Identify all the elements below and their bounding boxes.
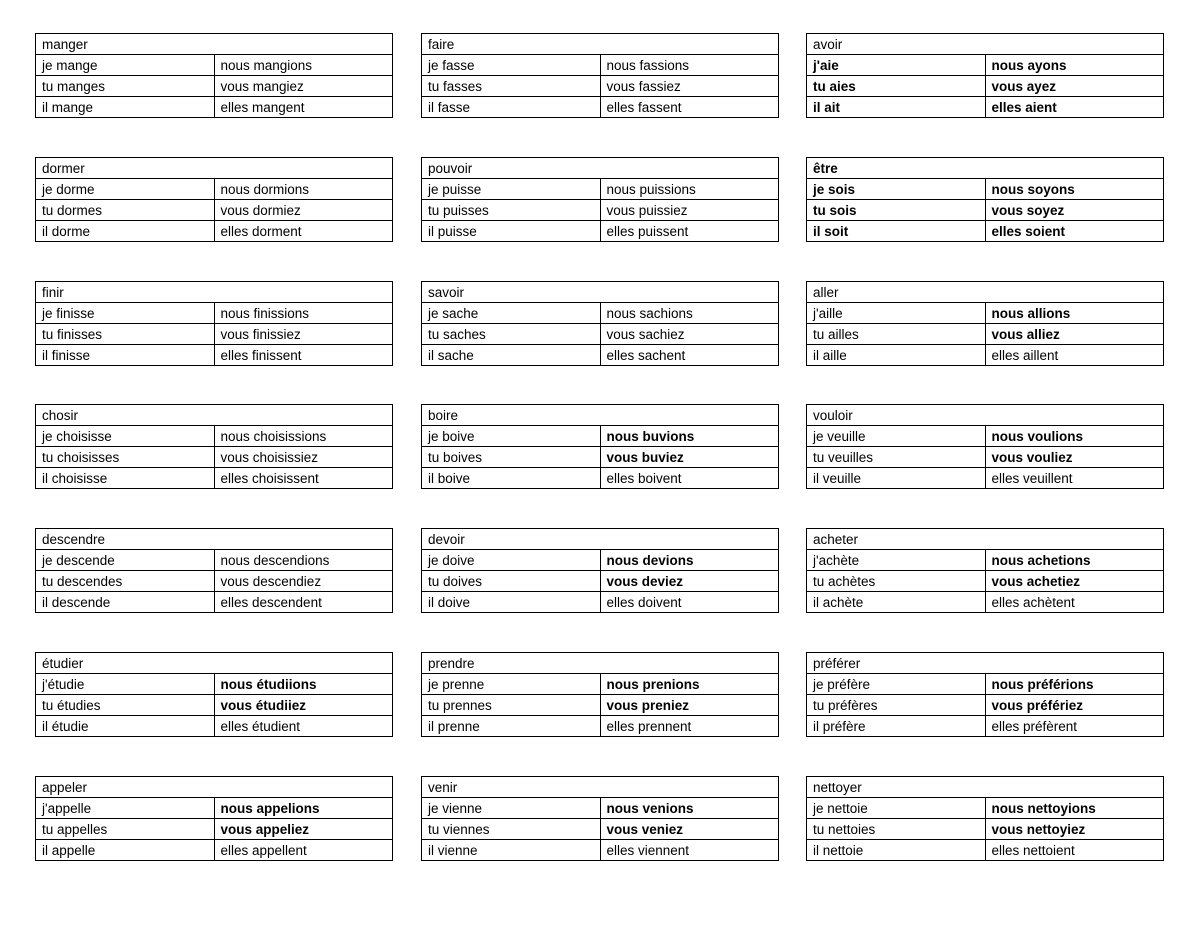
singular-form: je prenne (422, 674, 601, 695)
verb-table (421, 281, 779, 366)
plural-form: vous étudiiez (214, 695, 393, 716)
plural-form: nous allions (985, 303, 1164, 324)
verb-infinitive: boire (422, 405, 779, 426)
singular-form: je choisisse (36, 426, 215, 447)
plural-form: elles finissent (214, 345, 393, 366)
conjugation-row (36, 550, 393, 571)
singular-form: il vienne (422, 840, 601, 861)
verb-table (806, 528, 1164, 613)
verb-table (421, 404, 779, 489)
conjugation-row (36, 695, 393, 716)
plural-form: vous achetiez (985, 571, 1164, 592)
singular-form: je finisse (36, 303, 215, 324)
conjugation-row (807, 303, 1164, 324)
verb-header-row (807, 529, 1164, 550)
conjugation-row (36, 345, 393, 366)
singular-form: j'achète (807, 550, 986, 571)
plural-form: vous descendiez (214, 571, 393, 592)
singular-form: il achète (807, 592, 986, 613)
conjugation-row (807, 819, 1164, 840)
conjugation-row (422, 468, 779, 489)
plural-form: elles descendent (214, 592, 393, 613)
singular-form: tu sois (807, 200, 986, 221)
verb-header-row (807, 282, 1164, 303)
plural-form: vous fassiez (600, 76, 779, 97)
conjugation-row (422, 200, 779, 221)
singular-form: il doive (422, 592, 601, 613)
conjugation-row (422, 716, 779, 737)
singular-form: il boive (422, 468, 601, 489)
conjugation-row (36, 571, 393, 592)
singular-form: il descende (36, 592, 215, 613)
plural-form: vous appeliez (214, 819, 393, 840)
plural-form: elles puissent (600, 221, 779, 242)
singular-form: tu appelles (36, 819, 215, 840)
conjugation-row (422, 819, 779, 840)
plural-form: nous voulions (985, 426, 1164, 447)
conjugation-row (422, 447, 779, 468)
conjugation-row (36, 324, 393, 345)
verb-table (35, 281, 393, 366)
singular-form: je doive (422, 550, 601, 571)
plural-form: nous appelions (214, 798, 393, 819)
plural-form: elles sachent (600, 345, 779, 366)
conjugation-row (36, 447, 393, 468)
singular-form: je veuille (807, 426, 986, 447)
conjugation-row (807, 716, 1164, 737)
conjugation-row (807, 840, 1164, 861)
singular-form: il dorme (36, 221, 215, 242)
conjugation-row (36, 97, 393, 118)
plural-form: vous ayez (985, 76, 1164, 97)
singular-form: il étudie (36, 716, 215, 737)
plural-form: elles prennent (600, 716, 779, 737)
conjugation-row (422, 426, 779, 447)
conjugation-row (36, 592, 393, 613)
singular-form: il soit (807, 221, 986, 242)
verb-header-row (36, 158, 393, 179)
plural-form: vous buviez (600, 447, 779, 468)
verb-header-row (36, 529, 393, 550)
verb-table (806, 652, 1164, 737)
singular-form: il prenne (422, 716, 601, 737)
singular-form: tu boives (422, 447, 601, 468)
verb-table (421, 776, 779, 861)
singular-form: tu ailles (807, 324, 986, 345)
verb-header-row (807, 405, 1164, 426)
plural-form: nous nettoyions (985, 798, 1164, 819)
singular-form: il ait (807, 97, 986, 118)
verb-table (35, 528, 393, 613)
conjugation-row (36, 55, 393, 76)
plural-form: nous venions (600, 798, 779, 819)
verb-infinitive: devoir (422, 529, 779, 550)
conjugation-row (422, 345, 779, 366)
plural-form: vous finissiez (214, 324, 393, 345)
plural-form: nous sachions (600, 303, 779, 324)
singular-form: tu doives (422, 571, 601, 592)
verb-infinitive: préférer (807, 653, 1164, 674)
plural-form: elles appellent (214, 840, 393, 861)
singular-form: j'appelle (36, 798, 215, 819)
conjugation-row (807, 179, 1164, 200)
conjugation-row (807, 97, 1164, 118)
singular-form: tu préfères (807, 695, 986, 716)
singular-form: il puisse (422, 221, 601, 242)
plural-form: elles préfèrent (985, 716, 1164, 737)
verb-table (806, 776, 1164, 861)
conjugation-row (422, 592, 779, 613)
verb-header-row (807, 34, 1164, 55)
conjugation-row (807, 447, 1164, 468)
verb-header-row (36, 282, 393, 303)
verb-header-row (422, 653, 779, 674)
singular-form: je nettoie (807, 798, 986, 819)
conjugation-row (807, 798, 1164, 819)
plural-form: elles aillent (985, 345, 1164, 366)
verb-infinitive: pouvoir (422, 158, 779, 179)
verb-table (35, 652, 393, 737)
singular-form: tu finisses (36, 324, 215, 345)
conjugation-row (422, 97, 779, 118)
verb-table (35, 33, 393, 118)
plural-form: vous vouliez (985, 447, 1164, 468)
verb-infinitive: acheter (807, 529, 1164, 550)
conjugation-row (422, 179, 779, 200)
verb-infinitive: dormer (36, 158, 393, 179)
plural-form: elles fassent (600, 97, 779, 118)
verb-header-row (36, 34, 393, 55)
conjugation-row (422, 798, 779, 819)
verb-infinitive: finir (36, 282, 393, 303)
plural-form: nous finissions (214, 303, 393, 324)
verb-header-row (36, 777, 393, 798)
plural-form: nous prenions (600, 674, 779, 695)
singular-form: tu choisisses (36, 447, 215, 468)
singular-form: il nettoie (807, 840, 986, 861)
conjugation-row (36, 674, 393, 695)
conjugation-row (807, 674, 1164, 695)
verb-table (806, 404, 1164, 489)
verb-infinitive: être (807, 158, 1164, 179)
conjugation-row (36, 798, 393, 819)
verb-header-row (422, 282, 779, 303)
conjugation-row (807, 468, 1164, 489)
singular-form: je préfère (807, 674, 986, 695)
verb-infinitive: savoir (422, 282, 779, 303)
plural-form: nous préférions (985, 674, 1164, 695)
verb-table (806, 33, 1164, 118)
plural-form: elles aient (985, 97, 1164, 118)
verb-table (35, 157, 393, 242)
conjugation-row (807, 571, 1164, 592)
conjugation-row (807, 426, 1164, 447)
conjugation-row (36, 819, 393, 840)
singular-form: je dorme (36, 179, 215, 200)
plural-form: nous choisissions (214, 426, 393, 447)
verb-infinitive: appeler (36, 777, 393, 798)
plural-form: nous soyons (985, 179, 1164, 200)
conjugation-row (807, 221, 1164, 242)
verb-header-row (422, 34, 779, 55)
verb-header-row (422, 158, 779, 179)
conjugation-row (36, 303, 393, 324)
singular-form: tu nettoies (807, 819, 986, 840)
singular-form: j'aille (807, 303, 986, 324)
singular-form: tu dormes (36, 200, 215, 221)
verb-table (806, 281, 1164, 366)
conjugation-row (422, 840, 779, 861)
verb-table (421, 652, 779, 737)
conjugation-row (807, 76, 1164, 97)
plural-form: elles dorment (214, 221, 393, 242)
conjugation-row (36, 200, 393, 221)
conjugation-row (422, 695, 779, 716)
plural-form: nous devions (600, 550, 779, 571)
verb-header-row (422, 405, 779, 426)
conjugation-row (36, 716, 393, 737)
singular-form: j'étudie (36, 674, 215, 695)
plural-form: nous puissions (600, 179, 779, 200)
conjugation-row (807, 324, 1164, 345)
verb-header-row (807, 777, 1164, 798)
conjugation-row (422, 324, 779, 345)
plural-form: vous préfériez (985, 695, 1164, 716)
verb-header-row (36, 405, 393, 426)
plural-form: nous dormions (214, 179, 393, 200)
plural-form: vous nettoyiez (985, 819, 1164, 840)
plural-form: nous buvions (600, 426, 779, 447)
singular-form: tu prennes (422, 695, 601, 716)
conjugation-row (422, 55, 779, 76)
singular-form: il finisse (36, 345, 215, 366)
verb-header-row (422, 529, 779, 550)
singular-form: tu aies (807, 76, 986, 97)
singular-form: je sois (807, 179, 986, 200)
verb-infinitive: faire (422, 34, 779, 55)
verb-table (806, 157, 1164, 242)
plural-form: vous preniez (600, 695, 779, 716)
plural-form: nous étudiions (214, 674, 393, 695)
conjugation-row (422, 303, 779, 324)
plural-form: nous achetions (985, 550, 1164, 571)
singular-form: tu manges (36, 76, 215, 97)
plural-form: vous choisissiez (214, 447, 393, 468)
verb-header-row (36, 653, 393, 674)
verb-infinitive: descendre (36, 529, 393, 550)
verb-table (35, 776, 393, 861)
verb-infinitive: étudier (36, 653, 393, 674)
conjugation-row (422, 221, 779, 242)
verb-table (421, 33, 779, 118)
singular-form: j'aie (807, 55, 986, 76)
plural-form: nous descendions (214, 550, 393, 571)
verb-table (35, 404, 393, 489)
plural-form: elles veuillent (985, 468, 1164, 489)
singular-form: il mange (36, 97, 215, 118)
verb-infinitive: chosir (36, 405, 393, 426)
singular-form: il fasse (422, 97, 601, 118)
plural-form: elles soient (985, 221, 1164, 242)
verb-infinitive: aller (807, 282, 1164, 303)
plural-form: elles mangent (214, 97, 393, 118)
singular-form: tu puisses (422, 200, 601, 221)
conjugation-row (807, 55, 1164, 76)
conjugation-row (807, 695, 1164, 716)
singular-form: il préfère (807, 716, 986, 737)
singular-form: tu saches (422, 324, 601, 345)
plural-form: elles doivent (600, 592, 779, 613)
conjugation-row (36, 468, 393, 489)
verb-infinitive: venir (422, 777, 779, 798)
conjugation-row (36, 426, 393, 447)
verb-infinitive: avoir (807, 34, 1164, 55)
singular-form: il aille (807, 345, 986, 366)
singular-form: il veuille (807, 468, 986, 489)
plural-form: elles achètent (985, 592, 1164, 613)
verb-header-row (422, 777, 779, 798)
singular-form: tu viennes (422, 819, 601, 840)
plural-form: vous puissiez (600, 200, 779, 221)
conjugation-row (807, 550, 1164, 571)
verb-table (421, 157, 779, 242)
singular-form: tu fasses (422, 76, 601, 97)
conjugation-row (807, 200, 1164, 221)
plural-form: vous alliez (985, 324, 1164, 345)
singular-form: tu achètes (807, 571, 986, 592)
conjugation-row (36, 179, 393, 200)
plural-form: nous fassions (600, 55, 779, 76)
conjugation-row (422, 76, 779, 97)
conjugation-row (422, 674, 779, 695)
verb-header-row (807, 653, 1164, 674)
conjugation-row (36, 221, 393, 242)
singular-form: tu étudies (36, 695, 215, 716)
plural-form: nous ayons (985, 55, 1164, 76)
verb-infinitive: prendre (422, 653, 779, 674)
conjugation-row (807, 592, 1164, 613)
plural-form: vous deviez (600, 571, 779, 592)
singular-form: il sache (422, 345, 601, 366)
singular-form: je fasse (422, 55, 601, 76)
plural-form: elles choisissent (214, 468, 393, 489)
singular-form: je descende (36, 550, 215, 571)
singular-form: je boive (422, 426, 601, 447)
plural-form: elles étudient (214, 716, 393, 737)
singular-form: tu veuilles (807, 447, 986, 468)
plural-form: vous dormiez (214, 200, 393, 221)
conjugation-row (36, 76, 393, 97)
plural-form: vous sachiez (600, 324, 779, 345)
singular-form: je puisse (422, 179, 601, 200)
conjugation-row (422, 550, 779, 571)
verb-infinitive: nettoyer (807, 777, 1164, 798)
conjugation-row (422, 571, 779, 592)
plural-form: nous mangions (214, 55, 393, 76)
singular-form: je vienne (422, 798, 601, 819)
singular-form: tu descendes (36, 571, 215, 592)
verb-table (421, 528, 779, 613)
plural-form: vous soyez (985, 200, 1164, 221)
singular-form: il appelle (36, 840, 215, 861)
plural-form: elles boivent (600, 468, 779, 489)
verb-header-row (807, 158, 1164, 179)
plural-form: elles viennent (600, 840, 779, 861)
plural-form: vous veniez (600, 819, 779, 840)
singular-form: je sache (422, 303, 601, 324)
singular-form: il choisisse (36, 468, 215, 489)
verb-infinitive: manger (36, 34, 393, 55)
singular-form: je mange (36, 55, 215, 76)
plural-form: vous mangiez (214, 76, 393, 97)
conjugation-row (807, 345, 1164, 366)
plural-form: elles nettoient (985, 840, 1164, 861)
verb-infinitive: vouloir (807, 405, 1164, 426)
conjugation-row (36, 840, 393, 861)
